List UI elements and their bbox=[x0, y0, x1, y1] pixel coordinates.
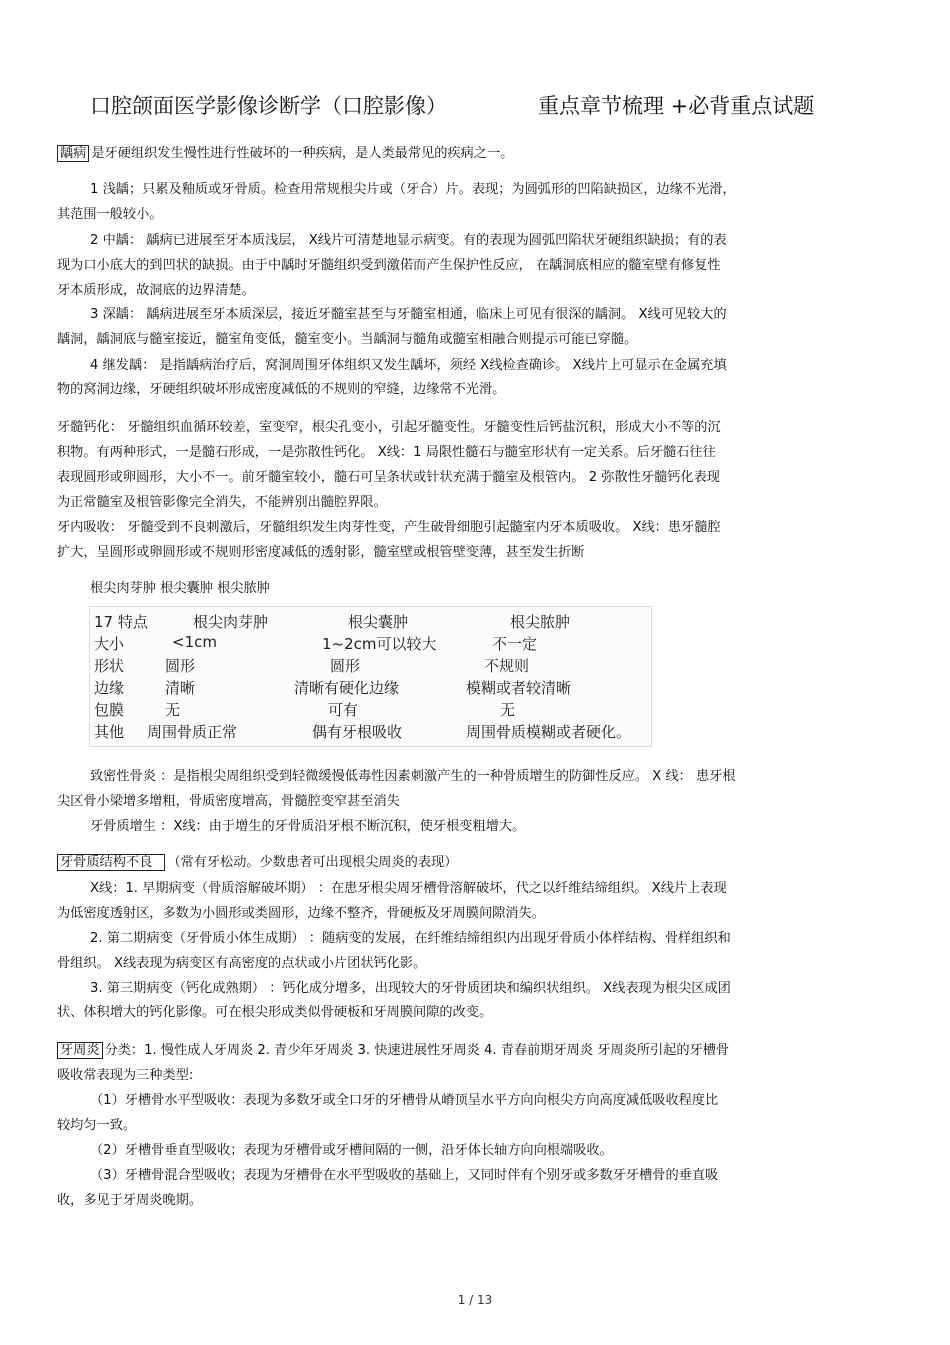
title-left: 口腔颌面医学影像诊断学（口腔影像） bbox=[90, 94, 447, 118]
table-row bbox=[90, 655, 651, 677]
page-title bbox=[90, 90, 880, 120]
table-cell: 偶有牙根吸收 bbox=[312, 723, 403, 741]
table-cell: 其他 bbox=[94, 723, 125, 741]
table-cell: 圆形 bbox=[330, 657, 361, 675]
perio-line: 吸收常表现为三种类型: bbox=[57, 1068, 194, 1083]
perio-line: 较均匀一致。 bbox=[57, 1118, 137, 1133]
table-cell: 无 bbox=[165, 701, 181, 719]
dysplasia-paragraph bbox=[57, 853, 897, 873]
perio-line: （1）牙槽骨水平型吸收：表现为多数牙或全口牙的牙槽骨从嵴顶呈水平方向向根尖方向高度减低吸收程度比 bbox=[90, 1093, 719, 1108]
table-header-cell: 根尖脓肿 bbox=[510, 613, 571, 631]
caries-line: 4 继发龋： 是指龋病治疗后，窝洞周围牙体组织又发生龋坏，须经 X线检查确诊。 X线片上可显示在金属充填 bbox=[90, 358, 727, 373]
table-cell: 边缘 bbox=[94, 679, 125, 697]
page-number: 1 / 13 bbox=[457, 1293, 493, 1307]
table-cell: 不规则 bbox=[484, 657, 530, 675]
table-cell: 模糊或者较清晰 bbox=[466, 679, 572, 697]
caries-line: 物的窝洞边缘，牙硬组织破坏形成密度减低的不规则的窄缝，边缘常不光滑。 bbox=[57, 382, 506, 397]
pulp-line: 扩大，呈圆形或卵圆形或不规则形密度减低的透射影，髓室壁或根管壁变薄，甚至发生折断 bbox=[57, 545, 585, 560]
table-row bbox=[90, 677, 651, 699]
table-row bbox=[90, 633, 651, 655]
table-cell: 可有 bbox=[328, 701, 359, 719]
pulp-line: 牙内吸收： 牙髓受到不良刺激后，牙髓组织发生肉芽性变，产生破骨细胞引起髓室内牙本质吸收。 X线：患牙髓腔 bbox=[57, 520, 721, 535]
dysplasia-line: X线：1. 早期病变（骨质溶解破坏期） ：在患牙根尖周牙槽骨溶解破坏，代之以纤维结缔组织。 X线片上表现 bbox=[90, 881, 727, 896]
table-cell: 圆形 bbox=[165, 657, 196, 675]
term-box-caries: 龋病 bbox=[57, 145, 89, 162]
pulp-line: 表现圆形或卵圆形，大小不一。前牙髓室较小，髓石可呈条状或针状充满于髓室及根管内。 2 弥散性牙髓钙化表现 bbox=[57, 470, 720, 485]
table-cell: 无 bbox=[500, 701, 516, 719]
title-right: 重点章节梳理 +必背重点试题 bbox=[538, 94, 815, 118]
table-cell: 1~2cm可以较大 bbox=[322, 635, 437, 653]
osteitis-line: 致密性骨炎 ：是指根尖周组织受到轻微缓慢低毒性因素刺激产生的一种骨质增生的防御性反应。 X 线： 患牙根 bbox=[90, 769, 736, 784]
table-cell: 不一定 bbox=[492, 635, 538, 653]
dysplasia-line: 状、体积增大的钙化影像。可在根尖形成类似骨硬板和牙周膜间隙的改变。 bbox=[57, 1005, 493, 1020]
perio-line: （3）牙槽骨混合型吸收；表现为牙槽骨在水平型吸收的基础上，又同时伴有个别牙或多数牙牙槽骨的垂直吸 bbox=[90, 1168, 719, 1183]
term-box-dysplasia: 牙骨质结构不良 bbox=[57, 854, 165, 871]
table-cell: 周围骨质正常 bbox=[147, 723, 238, 741]
table-cell: <1cm bbox=[172, 633, 217, 651]
dysplasia-text: （常有牙松动。少数患者可出现根尖周炎的表现） bbox=[167, 855, 458, 870]
intro-paragraph bbox=[57, 144, 897, 164]
pulp-line: 为正常髓室及根管影像完全消失，不能辨别出髓腔界限。 bbox=[57, 495, 387, 510]
perio-line: 收，多见于牙周炎晚期。 bbox=[57, 1193, 203, 1208]
table-cell: 清晰 bbox=[165, 679, 196, 697]
dysplasia-line: 为低密度透射区，多数为小圆形或类圆形，边缘不整齐，骨硬板及牙周膜间隙消失。 bbox=[57, 906, 545, 921]
periapical-heading: 根尖肉芽肿 根尖囊肿 根尖脓肿 bbox=[90, 581, 270, 596]
caries-line: 牙本质形成，故洞底的边界清楚。 bbox=[57, 283, 255, 298]
caries-line: 3 深龋： 龋病进展至牙本质深层，接近牙髓室甚至与牙髓室相通，临床上可见有很深的龋洞。 X线可见较大的 bbox=[90, 307, 727, 322]
term-box-periodontitis: 牙周炎 bbox=[57, 1042, 103, 1059]
pulp-line: 积物。有两种形式，一是髓石形成，一是弥散性钙化。 X线：1 局限性髓石与髓室形状有一定关系。后牙髓石往往 bbox=[57, 445, 716, 460]
osteitis-line: 尖区骨小梁增多增粗，骨质密度增高，骨髓腔变窄甚至消失 bbox=[57, 794, 400, 809]
dysplasia-line: 2. 第二期病变（牙骨质小体生成期） ：随病变的发展，在纤维结缔组织内出现牙骨质小体样结构、骨样组织和 bbox=[90, 931, 731, 946]
periapical-comparison-table bbox=[89, 606, 652, 747]
caries-line: 其范围一般较小。 bbox=[57, 207, 163, 222]
caries-line: 龋洞，龋洞底与髓室接近，髓室角变低，髓室变小。当龋洞与髓角或髓室相融合则提示可能已穿髓。 bbox=[57, 332, 638, 347]
caries-line: 1 浅龋；只累及釉质或牙骨质。检查用常规根尖片或（牙合）片。表现；为圆弧形的凹陷缺损区，边缘不光滑， bbox=[90, 182, 736, 197]
table-header-row bbox=[90, 611, 651, 633]
perio-text: 分类：1. 慢性成人牙周炎 2. 青少年牙周炎 3. 快速进展性牙周炎 4. 青春前期牙周炎 牙周炎所引起的牙槽骨 bbox=[104, 1043, 730, 1058]
caries-line: 现为口小底大的到凹状的缺损。由于中龋时牙髓组织受到激偌而产生保护性反应， 在龋洞底相应的髓室壁有修复性 bbox=[57, 258, 721, 273]
dysplasia-line: 3. 第三期病变（钙化成熟期） ：钙化成分增多，出现较大的牙骨质团块和编织状组织。 X线表现为根尖区成团 bbox=[90, 981, 731, 996]
table-cell: 包膜 bbox=[94, 701, 125, 719]
table-header-cell: 17 特点 bbox=[94, 613, 148, 631]
table-cell: 清晰有硬化边缘 bbox=[294, 679, 400, 697]
table-cell: 形状 bbox=[94, 657, 125, 675]
perio-line: （2）牙槽骨垂直型吸收；表现为牙槽骨或牙槽间隔的一侧，沿牙体长轴方向向根端吸收。 bbox=[90, 1143, 613, 1158]
osteitis-line: 牙骨质增生 ：X线：由于增生的牙骨质沿牙根不断沉积，使牙根变粗增大。 bbox=[90, 819, 526, 834]
table-row bbox=[90, 721, 651, 743]
dysplasia-line: 骨组织。 X线表现为病变区有高密度的点状或小片团状钙化影。 bbox=[57, 956, 427, 971]
intro-text: 是牙硬组织发生慢性进行性破坏的一种疾病，是人类最常见的疾病之一。 bbox=[91, 146, 514, 161]
pulp-line: 牙髓钙化： 牙髓组织血循环较差，室变窄，根尖孔变小，引起牙髓变性。牙髓变性后钙盐沉积，形成大小不等的沉 bbox=[57, 420, 721, 435]
perio-paragraph bbox=[57, 1041, 897, 1061]
caries-line: 2 中龋： 龋病已进展至牙本质浅层， X线片可清楚地显示病变。有的表现为圆弧凹陷状牙硬组织缺损；有的表 bbox=[90, 233, 727, 248]
table-cell: 周围骨质模糊或者硬化。 bbox=[466, 723, 632, 741]
table-header-cell: 根尖囊肿 bbox=[348, 613, 409, 631]
table-cell: 大小 bbox=[94, 635, 125, 653]
table-header-cell: 根尖肉芽肿 bbox=[193, 613, 269, 631]
table-row bbox=[90, 699, 651, 721]
